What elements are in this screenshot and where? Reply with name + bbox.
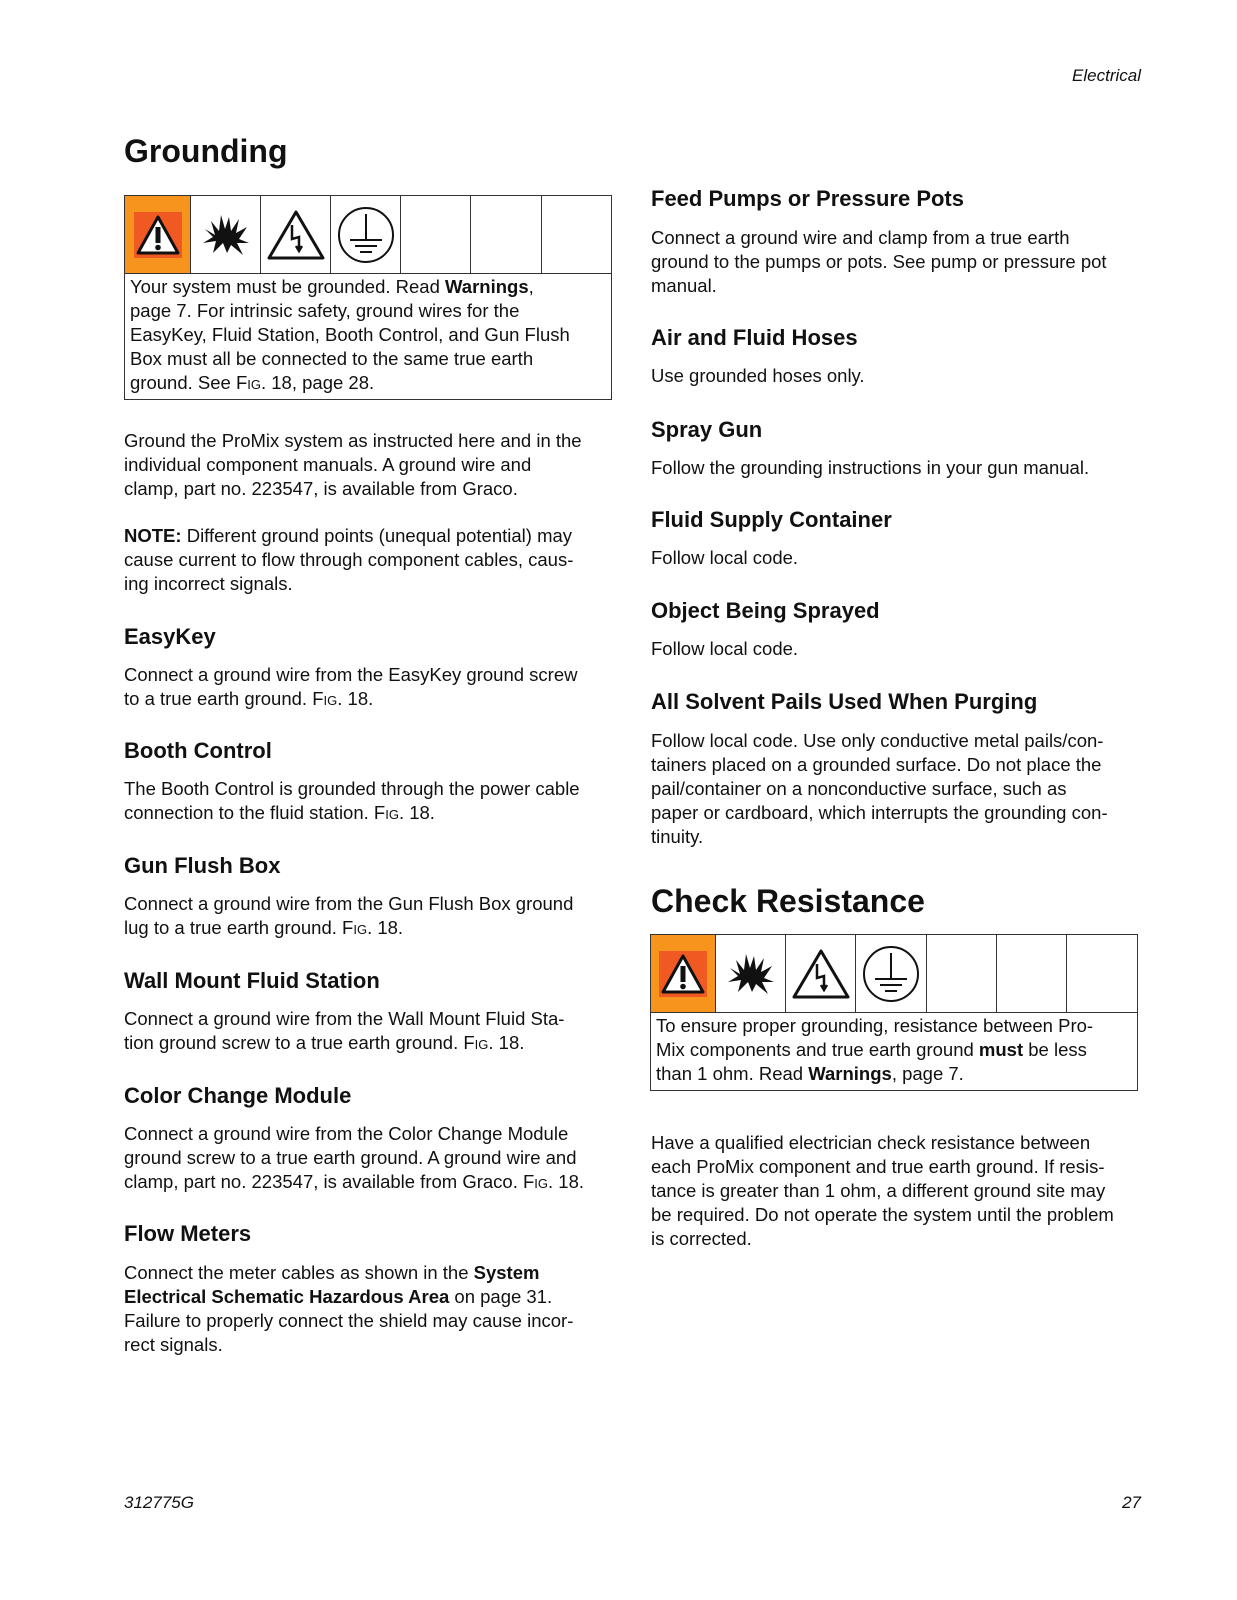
text-run: EasyKey, Fluid Station, Booth Control, and Gun Flush [130, 324, 570, 345]
text-run: paper or cardboard, which interrupts the grounding con- [651, 802, 1108, 823]
text-run: rect signals. [124, 1334, 223, 1355]
section-heading: Air and Fluid Hoses [651, 325, 858, 350]
text-run: ground to the pumps or pots. See pump or pressure pot [651, 251, 1107, 272]
text-run: manual. [651, 275, 717, 296]
text-run: . 18. [398, 802, 435, 823]
text-run: Connect a ground wire and clamp from a true earth [651, 227, 1070, 248]
text-line [124, 1122, 584, 1146]
text-run: than 1 ohm. Read [656, 1063, 809, 1084]
text-line [124, 801, 580, 825]
page-number: 27 [1122, 1493, 1141, 1512]
section-text [124, 892, 573, 940]
warning-text [125, 274, 611, 396]
text-run: . 18. [488, 1032, 525, 1053]
text-run: The Booth Control is grounded through the power cable [124, 778, 580, 799]
text-run: tinuity. [651, 826, 704, 847]
text-run: , page 7. [891, 1063, 964, 1084]
text-run: page 7. For intrinsic safety, ground wires for the [130, 300, 520, 321]
empty-icon-cell [927, 935, 997, 1012]
section-heading: Flow Meters [124, 1221, 252, 1246]
text-line [124, 777, 580, 801]
text-line [124, 1007, 564, 1031]
intro-paragraph [124, 429, 582, 501]
text-run: Connect a ground wire from the Wall Mount Fluid Sta- [124, 1008, 565, 1029]
figure-reference: Fig [235, 372, 261, 393]
text-line [651, 637, 798, 661]
section-heading: Object Being Sprayed [651, 598, 880, 623]
text-line [124, 524, 573, 548]
text-line [651, 250, 1107, 274]
ground-symbol-icon [856, 935, 927, 1012]
section-heading: Color Change Module [124, 1083, 352, 1108]
text-line [124, 1146, 584, 1170]
text-run: . 18. [367, 917, 404, 938]
text-run: ground screw to a true earth ground. A ground wire and [124, 1147, 577, 1168]
grounding-warning-box [124, 195, 612, 400]
section-text [124, 777, 580, 825]
text-run: ground. See [130, 372, 236, 393]
text-line [130, 347, 606, 371]
text-line [124, 1333, 573, 1357]
text-run: Your system must be grounded. Read [130, 276, 446, 297]
section-text [651, 637, 798, 661]
note-paragraph [124, 524, 573, 596]
text-line [651, 1155, 1114, 1179]
section-heading: Spray Gun [651, 417, 763, 442]
text-line [124, 453, 582, 477]
text-line [651, 729, 1108, 753]
text-run: each ProMix component and true earth ground. If resis- [651, 1156, 1105, 1177]
resistance-warning-box [650, 934, 1138, 1091]
section-title: Check Resistance [651, 883, 925, 919]
text-run: Ground the ProMix system as instructed here and in the [124, 430, 582, 451]
text-run: . 18. [337, 688, 374, 709]
bold-text: must [978, 1039, 1024, 1060]
text-run: to a true earth ground. [124, 688, 313, 709]
text-run: Connect a ground wire from the Gun Flush Box ground [124, 893, 574, 914]
figure-reference: Fig [312, 688, 338, 709]
text-run: on page 31. [449, 1286, 553, 1307]
text-line [651, 1131, 1114, 1155]
text-run: Failure to properly connect the shield may cause incor- [124, 1310, 574, 1331]
text-run: Different ground points (unequal potential) may [181, 525, 573, 546]
text-run: Follow the grounding instructions in your gun manual. [651, 457, 1090, 478]
text-line [124, 916, 573, 940]
section-heading: Wall Mount Fluid Station [124, 968, 380, 993]
text-line [651, 364, 865, 388]
text-line [124, 1261, 573, 1285]
explosion-icon [716, 935, 786, 1012]
section-text [651, 729, 1108, 849]
text-line [124, 477, 582, 501]
text-run: . 18, page 28. [260, 372, 375, 393]
section-text [124, 1261, 573, 1357]
warning-text [651, 1013, 1137, 1087]
text-run: is corrected. [651, 1228, 752, 1249]
text-run: tance is greater than 1 ohm, a different ground site may [651, 1180, 1106, 1201]
empty-icon-cell [997, 935, 1067, 1012]
text-run: individual component manuals. A ground wire and [124, 454, 532, 475]
section-text [651, 456, 1089, 480]
figure-reference: Fig [522, 1171, 549, 1192]
text-run: clamp, part no. 223547, is available from Graco. [124, 1171, 523, 1192]
warning-exclamation-icon [125, 196, 191, 273]
text-line [124, 548, 573, 572]
electric-shock-icon [261, 196, 331, 273]
section-heading: Feed Pumps or Pressure Pots [651, 186, 964, 211]
section-heading: All Solvent Pails Used When Purging [651, 689, 1038, 714]
text-run: Connect a ground wire from the EasyKey ground screw [124, 664, 578, 685]
section-text [651, 226, 1107, 298]
document-number: 312775G [124, 1493, 194, 1512]
empty-icon-cell [471, 196, 542, 273]
running-header: Electrical [1072, 66, 1141, 85]
text-run: Use grounded hoses only. [651, 365, 865, 386]
bold-text: Warnings [445, 276, 529, 297]
text-run: Box must all be connected to the same true earth [130, 348, 534, 369]
section-text [651, 546, 798, 570]
text-run: Follow local code. [651, 638, 799, 659]
text-line [124, 1170, 584, 1194]
text-line [651, 1179, 1114, 1203]
text-line [651, 753, 1108, 777]
text-line [651, 825, 1108, 849]
text-run: clamp, part no. 223547, is available from Graco. [124, 478, 518, 499]
text-line [124, 663, 577, 687]
section-text [124, 663, 577, 711]
resistance-paragraph [651, 1131, 1114, 1251]
text-line [124, 1031, 564, 1055]
text-run: tion ground screw to a true earth ground. [124, 1032, 464, 1053]
text-line [656, 1062, 1132, 1086]
section-text [124, 1007, 564, 1055]
empty-icon-cell [401, 196, 471, 273]
electric-shock-icon [786, 935, 856, 1012]
text-line [124, 429, 582, 453]
section-heading: EasyKey [124, 624, 216, 649]
text-line [130, 275, 606, 299]
section-text [124, 1122, 584, 1194]
text-line [651, 274, 1107, 298]
text-run: connection to the fluid station. [124, 802, 374, 823]
text-run: be less [1023, 1039, 1087, 1060]
bold-text: System [473, 1262, 540, 1283]
text-run: Connect the meter cables as shown in the [124, 1262, 474, 1283]
text-line [656, 1038, 1132, 1062]
bold-text: Electrical Schematic Hazardous Area [124, 1286, 450, 1307]
text-run: Connect a ground wire from the Color Change Module [124, 1123, 569, 1144]
text-run: ing incorrect signals. [124, 573, 293, 594]
text-line [130, 371, 606, 395]
text-line [651, 1227, 1114, 1251]
text-run: Follow local code. Use only conductive metal pails/con- [651, 730, 1104, 751]
section-heading: Fluid Supply Container [651, 507, 892, 532]
text-line [124, 572, 573, 596]
bold-text: Warnings [808, 1063, 892, 1084]
warning-exclamation-icon [651, 935, 716, 1012]
bold-text: NOTE: [124, 525, 182, 546]
text-run: pail/container on a nonconductive surface, such as [651, 778, 1067, 799]
section-heading: Gun Flush Box [124, 853, 281, 878]
figure-reference: Fig [373, 802, 399, 823]
text-line [130, 299, 606, 323]
figure-reference: Fig [342, 917, 368, 938]
text-line [124, 687, 577, 711]
text-run: cause current to flow through component cables, caus- [124, 549, 574, 570]
text-line [651, 1203, 1114, 1227]
text-line [124, 892, 573, 916]
text-run: . 18. [548, 1171, 585, 1192]
text-line [130, 323, 606, 347]
text-run: tainers placed on a grounded surface. Do not place the [651, 754, 1102, 775]
empty-icon-cell [542, 196, 611, 273]
text-line [651, 546, 798, 570]
figure-reference: Fig [463, 1032, 489, 1053]
section-heading: Booth Control [124, 738, 272, 763]
text-run: Mix components and true earth ground [656, 1039, 979, 1060]
text-line [124, 1309, 573, 1333]
empty-icon-cell [1067, 935, 1137, 1012]
text-run: lug to a true earth ground. [124, 917, 343, 938]
ground-symbol-icon [331, 196, 401, 273]
text-run: Have a qualified electrician check resistance between [651, 1132, 1091, 1153]
section-text [651, 364, 865, 388]
text-line [651, 801, 1108, 825]
text-line [651, 456, 1089, 480]
text-run: , [528, 276, 534, 297]
text-line [651, 777, 1108, 801]
text-line [651, 226, 1107, 250]
text-run: be required. Do not operate the system until the problem [651, 1204, 1114, 1225]
explosion-icon [191, 196, 261, 273]
text-run: To ensure proper grounding, resistance between Pro- [656, 1015, 1094, 1036]
text-line [124, 1285, 573, 1309]
text-run: Follow local code. [651, 547, 799, 568]
page-title: Grounding [124, 133, 288, 169]
text-line [656, 1014, 1132, 1038]
